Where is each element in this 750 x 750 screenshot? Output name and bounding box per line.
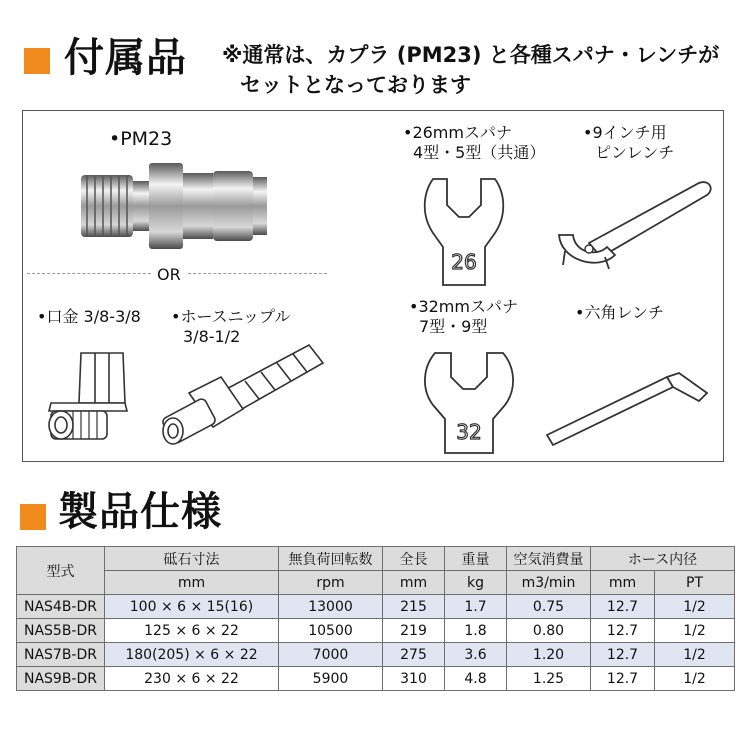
cell-length: 275 (383, 643, 445, 667)
spanner-26-label (403, 123, 545, 163)
table-row (17, 619, 735, 643)
cell-weight: 1.8 (445, 619, 507, 643)
cell-wheel: 180(205) × 6 × 22 (105, 643, 279, 667)
cell-model: NAS7B-DR (17, 643, 105, 667)
pin-wrench-line2: ピンレンチ (595, 143, 675, 162)
mouthpiece-icon (43, 347, 133, 443)
cell-hose-mm: 12.7 (591, 619, 655, 643)
spec-table (16, 546, 735, 691)
accessories-panel (22, 110, 724, 462)
cell-air: 1.20 (507, 643, 591, 667)
cell-weight: 4.8 (445, 667, 507, 691)
unit-hose-mm: mm (591, 571, 655, 595)
cell-wheel: 125 × 6 × 22 (105, 619, 279, 643)
spanner-32-line2: 7型・9型 (419, 317, 488, 336)
pin-wrench-icon (549, 171, 719, 281)
cell-hose-pt: 1/2 (655, 595, 735, 619)
hose-nipple-icon (159, 337, 329, 447)
table-row (17, 595, 735, 619)
cell-speed: 5900 (279, 667, 383, 691)
header-wheel: 砥石寸法 (105, 547, 279, 571)
unit-air: m3/min (507, 571, 591, 595)
cell-air: 0.75 (507, 595, 591, 619)
cell-model: NAS9B-DR (17, 667, 105, 691)
cell-hose-pt: 1/2 (655, 643, 735, 667)
cell-wheel: 100 × 6 × 15(16) (105, 595, 279, 619)
note-line-2: セットとなっております (240, 73, 471, 97)
spanner-32-mark: 32 (456, 420, 482, 444)
header-model: 型式 (17, 547, 105, 595)
orange-square-icon (20, 504, 46, 530)
table-row (17, 643, 735, 667)
specs-title: 製品仕様 (58, 489, 222, 535)
table-row (17, 667, 735, 691)
cell-speed: 10500 (279, 619, 383, 643)
unit-speed: rpm (279, 571, 383, 595)
header-air: 空気消費量 (507, 547, 591, 571)
pin-wrench-line1: •9インチ用 (583, 123, 667, 142)
coupler-pm23-icon (79, 161, 269, 251)
pin-wrench-label (583, 123, 674, 163)
mouthpiece-label (37, 307, 141, 327)
header-speed: 無負荷回転数 (279, 547, 383, 571)
cell-hose-pt: 1/2 (655, 619, 735, 643)
spanner-26-mark: 26 (451, 250, 477, 274)
header-hose: ホース内径 (591, 547, 735, 571)
hex-wrench-icon (539, 365, 715, 449)
header-length: 全長 (383, 547, 445, 571)
or-label: OR (151, 265, 187, 284)
cell-air: 1.25 (507, 667, 591, 691)
spanner-32-icon (419, 349, 519, 457)
spanner-26-line2: 4型・5型（共通） (413, 143, 546, 162)
unit-length: mm (383, 571, 445, 595)
cell-hose-pt: 1/2 (655, 667, 735, 691)
unit-wheel: mm (105, 571, 279, 595)
hose-nipple-size: 3/8-1/2 (183, 327, 241, 346)
cell-speed: 13000 (279, 595, 383, 619)
orange-square-icon (24, 48, 50, 74)
cell-wheel: 230 × 6 × 22 (105, 667, 279, 691)
cell-air: 0.80 (507, 619, 591, 643)
note-line-1: ※通常は、カプラ (PM23) と各種スパナ・レンチが (222, 43, 720, 67)
cell-weight: 1.7 (445, 595, 507, 619)
accessories-heading (24, 35, 187, 81)
cell-model: NAS5B-DR (17, 619, 105, 643)
cell-weight: 3.6 (445, 643, 507, 667)
cell-speed: 7000 (279, 643, 383, 667)
hose-nipple-name: •ホースニップル (171, 307, 291, 326)
cell-hose-mm: 12.7 (591, 667, 655, 691)
spanner-32-line1: •32mmスパナ (409, 297, 518, 316)
unit-hose-pt: PT (655, 571, 735, 595)
specs-heading (20, 489, 222, 535)
header-weight: 重量 (445, 547, 507, 571)
accessories-title: 付属品 (64, 35, 187, 81)
cell-hose-mm: 12.7 (591, 643, 655, 667)
cell-length: 215 (383, 595, 445, 619)
accessories-note (222, 40, 719, 100)
mouthpiece-size: 3/8-3/8 (83, 307, 141, 326)
mouthpiece-name: •口金 (37, 307, 79, 326)
unit-weight: kg (445, 571, 507, 595)
cell-hose-mm: 12.7 (591, 595, 655, 619)
cell-model: NAS4B-DR (17, 595, 105, 619)
spanner-32-label (409, 297, 518, 337)
hex-wrench-label: •六角レンチ (575, 303, 665, 322)
spanner-26-icon (419, 175, 509, 287)
spanner-26-line1: •26mmスパナ (403, 123, 512, 142)
cell-length: 219 (383, 619, 445, 643)
cell-length: 310 (383, 667, 445, 691)
pm23-label: •PM23 (109, 128, 173, 150)
